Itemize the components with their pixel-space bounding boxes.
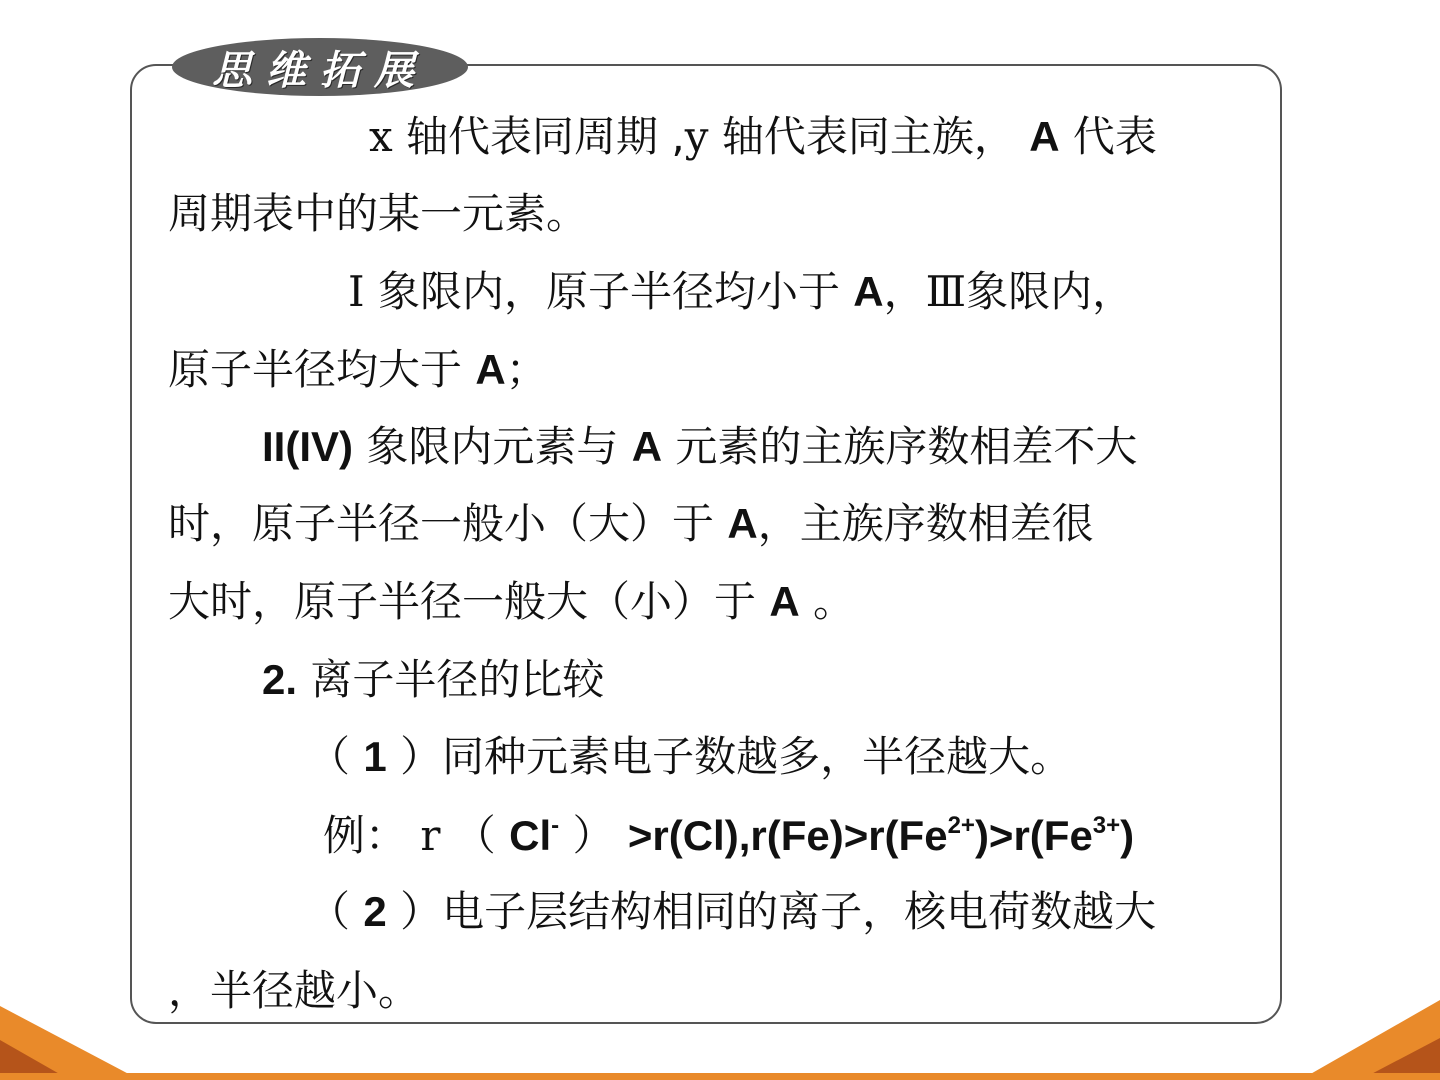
text: ； xyxy=(505,345,548,394)
rule-number: 1 xyxy=(363,733,387,780)
text-a: A xyxy=(1029,113,1060,160)
text: ）电子层结构相同的离子，核电荷数越大 xyxy=(386,887,1157,936)
text: 轴代表同主族， xyxy=(708,112,1030,161)
bottom-bar xyxy=(0,1073,1440,1080)
text-a: A xyxy=(727,500,758,547)
text-x: x xyxy=(369,112,393,161)
text: 元素的主族序数相差不大 xyxy=(662,422,1138,471)
section-title: 离子半径的比较 xyxy=(297,655,605,704)
text: 代表 xyxy=(1059,112,1157,161)
roman-2-4: II(IV) xyxy=(262,423,353,470)
text-a: A xyxy=(769,578,800,625)
text: 象限内元素与 xyxy=(353,422,632,471)
section-number: 2. xyxy=(262,656,298,703)
text: 周期表中的某一元素。 xyxy=(168,189,589,238)
text: 轴代表同周期 , xyxy=(392,112,685,161)
roman-1: Ⅰ xyxy=(348,267,365,316)
text: 。 xyxy=(799,577,856,626)
text-a: A xyxy=(853,268,884,315)
text: ，半径越小。 xyxy=(168,966,421,1015)
text: ， xyxy=(883,267,926,316)
superscript: 2+ xyxy=(947,812,975,839)
text-a: A xyxy=(631,423,663,470)
text: ，主族序数相差很 xyxy=(757,499,1094,548)
badge-title: 思维拓展 xyxy=(212,46,428,94)
text: （ xyxy=(440,811,510,860)
text-a: A xyxy=(475,346,506,393)
superscript: 3+ xyxy=(1092,812,1121,839)
text: 象限内， xyxy=(966,267,1135,316)
text-r: r xyxy=(420,811,441,860)
text: ）同种元素电子数越多，半径越大。 xyxy=(386,732,1073,781)
formula: ) xyxy=(1120,812,1135,859)
text-cl: Cl xyxy=(509,812,552,859)
formula: >r(Cl),r(Fe)>r(Fe xyxy=(627,812,948,859)
text: （ xyxy=(308,732,364,781)
superscript: - xyxy=(551,812,560,839)
text: ） xyxy=(559,811,628,860)
text: 象限内，原子半径均小于 xyxy=(364,267,854,316)
roman-3: Ⅲ xyxy=(925,267,967,316)
text-y: y xyxy=(684,112,709,161)
text: 大时，原子半径一般大（小）于 xyxy=(168,577,770,626)
text: （ xyxy=(308,887,364,936)
text: 例： xyxy=(323,811,421,860)
rule-number: 2 xyxy=(363,888,387,935)
text: 时，原子半径一般小（大）于 xyxy=(168,499,728,548)
formula: )>r(Fe xyxy=(974,812,1093,859)
text: 原子半径均大于 xyxy=(168,345,476,394)
